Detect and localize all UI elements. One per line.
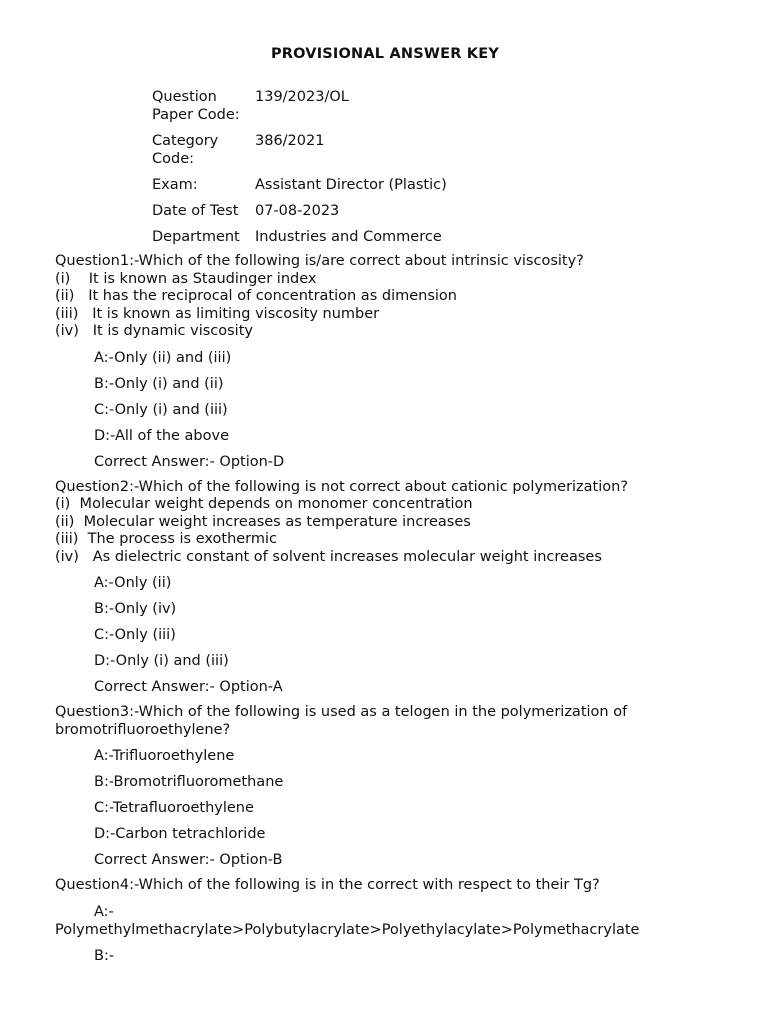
- question-block: [55, 877, 755, 965]
- meta-label: Date of Test: [152, 203, 239, 219]
- meta-row: [152, 228, 447, 254]
- meta-label: Exam:: [152, 177, 198, 193]
- statement: (i) Molecular weight depends on monomer concentration: [55, 496, 473, 512]
- meta-row: [152, 132, 447, 176]
- statement: (iii) It is known as limiting viscosity number: [55, 305, 380, 322]
- option-d: D:-All of the above: [94, 427, 230, 444]
- question-block: [55, 704, 755, 869]
- meta-row: [152, 202, 447, 228]
- option-a-lead: A:-: [94, 903, 114, 920]
- option-a: A:-Trifluoroethylene: [94, 748, 235, 764]
- option-b: B:-: [94, 947, 115, 964]
- question-block: [55, 253, 755, 471]
- question-text-continued: bromotrifluoroethylene?: [55, 721, 231, 738]
- meta-value: Industries and Commerce: [255, 229, 442, 245]
- statement: (iv) It is dynamic viscosity: [55, 323, 253, 339]
- correct-answer: Correct Answer:- Option-D: [94, 453, 285, 470]
- statement: (iv) As dielectric constant of solvent increases molecular weight increases: [55, 548, 602, 565]
- questions-list: [55, 253, 755, 965]
- option-a: A:-Only (ii) and (iii): [94, 349, 232, 366]
- question-text: Question2:-Which of the following is not correct about cationic polymerization?: [55, 478, 629, 495]
- option-c: C:-Only (iii): [94, 627, 176, 643]
- meta-value: 139/2023/OL: [255, 89, 349, 105]
- statement: (ii) Molecular weight increases as temperature increases: [55, 513, 471, 530]
- meta-value: 07-08-2023: [255, 203, 340, 219]
- option-d: D:-Carbon tetrachloride: [94, 826, 266, 842]
- meta-label: Category Code:: [152, 133, 219, 167]
- option-d: D:-Only (i) and (iii): [94, 653, 229, 669]
- page-title: PROVISIONAL ANSWER KEY: [270, 46, 500, 62]
- meta-value: Assistant Director (Plastic): [255, 177, 447, 193]
- meta-row: [152, 176, 447, 202]
- statement: (ii) It has the reciprocal of concentration as dimension: [55, 288, 457, 304]
- meta-label: Department: [152, 229, 240, 245]
- question-block: [55, 479, 755, 697]
- meta-value: 386/2021: [255, 133, 325, 149]
- option-b: B:-Only (i) and (ii): [94, 375, 224, 392]
- correct-answer: Correct Answer:- Option-A: [94, 679, 283, 695]
- option-a: A:-Only (ii): [94, 575, 172, 591]
- meta-row: [152, 88, 447, 132]
- option-c: C:-Only (i) and (iii): [94, 401, 228, 418]
- question-text: Question3:-Which of the following is used as a telogen in the polymerization of: [55, 704, 628, 720]
- question-text: Question4:-Which of the following is in the correct with respect to their Tg?: [55, 877, 600, 893]
- correct-answer: Correct Answer:- Option-B: [94, 852, 283, 868]
- statement: (i) It is known as Staudinger index: [55, 270, 317, 287]
- option-b: B:-Only (iv): [94, 601, 177, 617]
- option-a: [55, 903, 755, 939]
- option-b: B:-Bromotrifluoromethane: [94, 774, 284, 790]
- question-text: Question1:-Which of the following is/are correct about intrinsic viscosity?: [55, 253, 584, 269]
- meta-label: Question Paper Code:: [152, 89, 240, 123]
- option-c: C:-Tetrafluoroethylene: [94, 800, 254, 816]
- statement: (iii) The process is exothermic: [55, 531, 278, 547]
- option-a-text: Polymethylmethacrylate>Polybutylacrylate>Polyethylacylate>Polymethacrylate: [55, 921, 640, 938]
- exam-details-table: [152, 88, 447, 254]
